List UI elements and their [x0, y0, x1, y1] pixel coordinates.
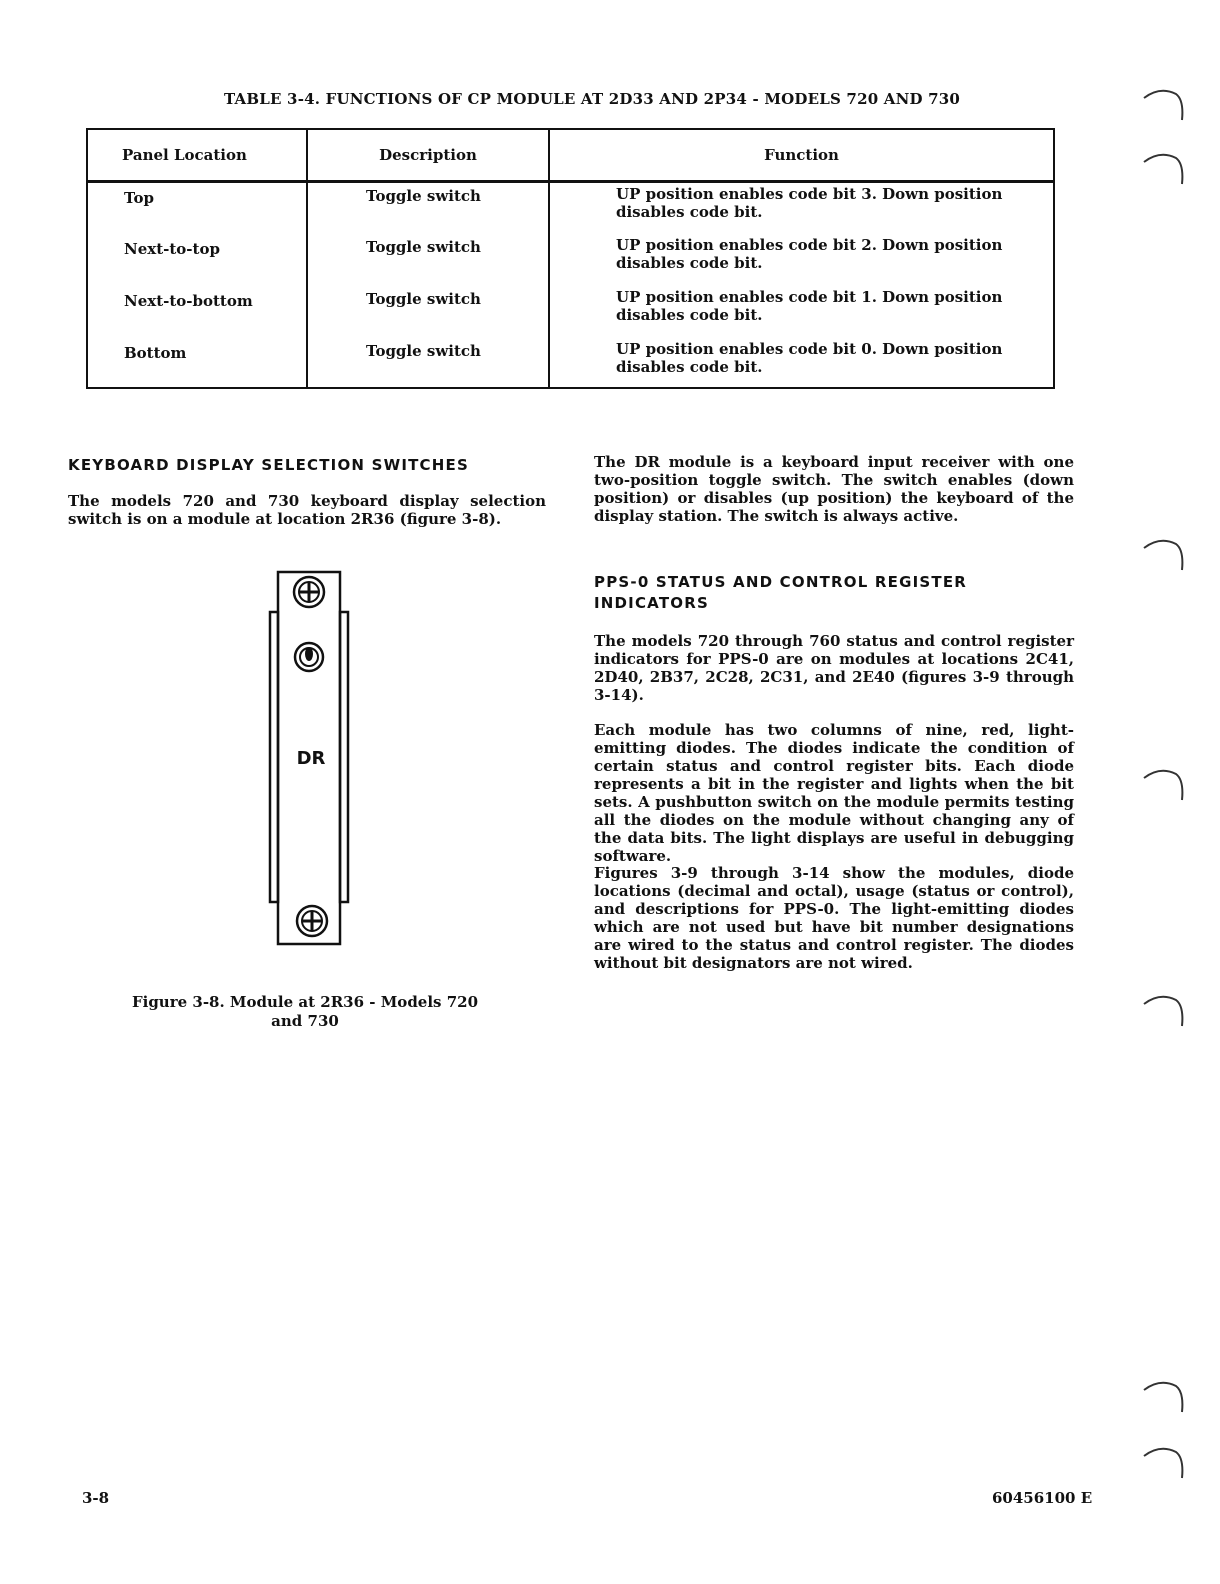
pps0-section-heading: [594, 572, 1074, 614]
panel-location-cell: Bottom: [87, 338, 307, 388]
dr-module-paragraph: The DR module is a keyboard input receiver with one two-position toggle switch. The switch enables (down position) or disables (up position) the keyboard of the display station. The switch is always active.: [594, 453, 1074, 525]
pps0-paragraph-2: Each module has two columns of nine, red, light-emitting diodes. The diodes indicate the condition of certain status and control register bits. Each diode represents a bit in the register and lights when the bit sets. A pushbutton switch on the module permits testing all the diodes on the module without changing any of the data bits. The light displays are useful in debugging software.: [594, 721, 1074, 865]
binder-mark-icon: [1138, 766, 1188, 806]
figure-caption: [120, 993, 490, 1031]
table-row: [87, 338, 1054, 388]
description-cell: Toggle switch: [307, 182, 549, 234]
panel-location-cell: Top: [87, 182, 307, 234]
header-function: Function: [549, 129, 1054, 182]
pps0-paragraph-3: Figures 3-9 through 3-14 show the modules, diode locations (decimal and octal), usage (status or control), and descriptions for PPS-0. The light-emitting diodes which are not used but have bit number designations are wired to the status and control register. The diodes without bit designators are not wired.: [594, 864, 1074, 972]
binder-mark-icon: [1138, 536, 1188, 576]
figure-caption-line1: Figure 3-8. Module at 2R36 - Models 720: [131, 993, 479, 1011]
panel-location-cell: Next-to-bottom: [87, 286, 307, 338]
dr-module-figure: [266, 568, 356, 948]
header-panel-location: Panel Location: [87, 129, 307, 182]
figure-caption-line2: and 730: [271, 1012, 339, 1030]
module-label: DR: [296, 748, 326, 769]
page-number: 3-8: [82, 1489, 110, 1507]
function-cell: UP position enables code bit 0. Down position disables code bit.: [549, 338, 1054, 388]
description-cell: Toggle switch: [307, 338, 549, 388]
binder-mark-icon: [1138, 150, 1188, 190]
document-number: 60456100 E: [992, 1489, 1093, 1507]
binder-mark-icon: [1138, 1378, 1188, 1418]
table-title: TABLE 3-4. FUNCTIONS OF CP MODULE AT 2D33 AND 2P34 - MODELS 720 AND 730: [224, 90, 961, 108]
description-cell: Toggle switch: [307, 286, 549, 338]
binder-mark-icon: [1138, 1444, 1188, 1484]
table-row: [87, 182, 1054, 234]
table-row: [87, 286, 1054, 338]
function-cell: UP position enables code bit 1. Down position disables code bit.: [549, 286, 1054, 338]
keyboard-section-heading: KEYBOARD DISPLAY SELECTION SWITCHES: [68, 456, 469, 474]
top-screw-icon: [294, 577, 324, 607]
function-cell: UP position enables code bit 2. Down position disables code bit.: [549, 234, 1054, 286]
pps0-heading-line1: PPS-0 STATUS AND CONTROL REGISTER: [594, 573, 968, 591]
panel-location-cell: Next-to-top: [87, 234, 307, 286]
pps0-paragraph-1: The models 720 through 760 status and control register indicators for PPS-0 are on modules at locations 2C41, 2D40, 2B37, 2C28, 2C31, and 2E40 (figures 3-9 through 3-14).: [594, 632, 1074, 704]
keyboard-section-paragraph: The models 720 and 730 keyboard display selection switch is on a module at location 2R36 (figure 3-8).: [68, 492, 546, 528]
bottom-screw-icon: [297, 906, 327, 936]
description-cell: Toggle switch: [307, 234, 549, 286]
table-row: [87, 234, 1054, 286]
header-description: Description: [307, 129, 549, 182]
toggle-switch-icon: [295, 643, 323, 671]
function-cell: UP position enables code bit 3. Down position disables code bit.: [549, 182, 1054, 234]
binder-mark-icon: [1138, 86, 1188, 126]
pps0-heading-line2: INDICATORS: [594, 594, 709, 612]
function-table: [86, 128, 1055, 389]
binder-mark-icon: [1138, 992, 1188, 1032]
